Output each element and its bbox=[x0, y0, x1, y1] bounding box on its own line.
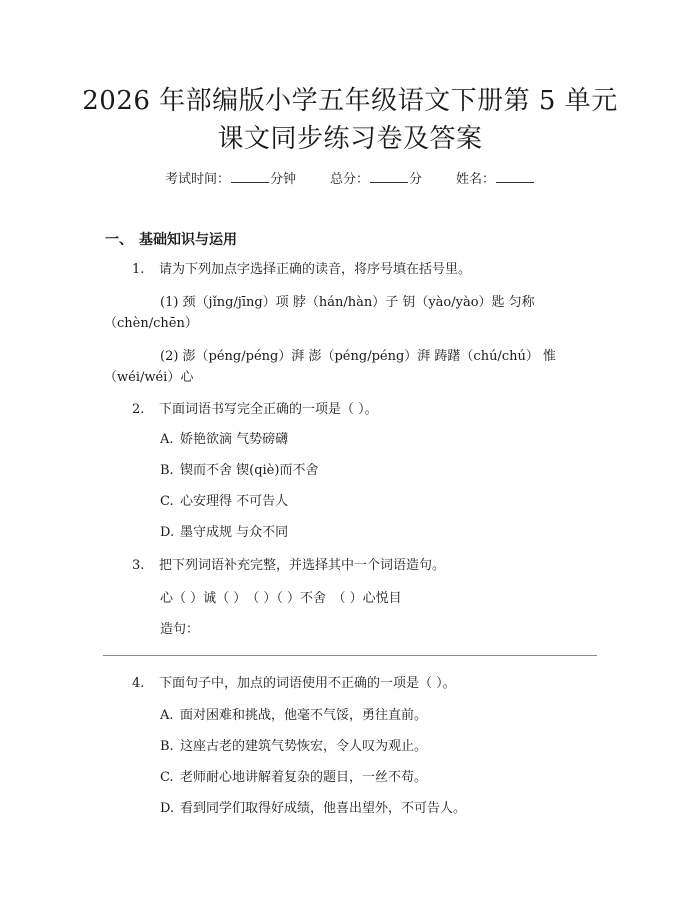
q2-option-d[interactable] bbox=[160, 523, 288, 542]
q2-option-c[interactable] bbox=[160, 492, 288, 511]
exam-time-unit: 分钟 bbox=[269, 172, 296, 187]
section-title: 基础知识与运用 bbox=[139, 232, 237, 248]
option-label: C. bbox=[160, 770, 174, 785]
option-label: D. bbox=[160, 525, 175, 540]
option-text: 心安理得 不可告人 bbox=[180, 494, 289, 509]
option-text: 老师耐心地讲解着复杂的题目，一丝不苟。 bbox=[180, 770, 428, 785]
exam-time-blank[interactable] bbox=[231, 170, 269, 183]
q3-sentence-label: 造句： bbox=[160, 622, 200, 637]
question-number: 2. bbox=[132, 402, 145, 417]
option-label: B. bbox=[160, 463, 174, 478]
question-4 bbox=[132, 674, 456, 693]
q2-option-b[interactable] bbox=[160, 461, 318, 480]
q4-option-a[interactable] bbox=[160, 706, 427, 725]
question-3 bbox=[132, 556, 445, 575]
section-number: 一、 bbox=[105, 232, 133, 248]
option-label: D. bbox=[160, 801, 175, 816]
total-score-blank[interactable] bbox=[370, 170, 408, 183]
question-2 bbox=[132, 400, 378, 419]
option-text: 看到同学们取得好成绩，他喜出望外，不可告人。 bbox=[180, 801, 467, 816]
document-title-line-2: 课文同步练习卷及答案 bbox=[217, 124, 483, 154]
q4-option-c[interactable] bbox=[160, 768, 427, 787]
student-name-blank[interactable] bbox=[496, 170, 534, 183]
total-score-label: 总分： bbox=[329, 172, 369, 187]
question-text: 下面句子中，加点的词语使用不正确的一项是（ ）。 bbox=[159, 676, 456, 691]
student-name-field bbox=[456, 170, 535, 189]
option-text: 面对困难和挑战，他毫不气馁，勇往直前。 bbox=[180, 708, 428, 723]
answer-line[interactable] bbox=[103, 655, 597, 656]
option-text: 这座古老的建筑气势恢宏，令人叹为观止。 bbox=[180, 739, 428, 754]
question-text: 请为下列加点字选择正确的读音，将序号填在括号里。 bbox=[159, 262, 472, 277]
option-text: 锲而不舍 锲(qiè)而不舍 bbox=[180, 463, 319, 478]
q1-item-2: (2) 澎（péng/péng）湃 澎（péng/péng）湃 踌躇（chú/chú） 惟 bbox=[160, 349, 556, 364]
q1-item-1-continued: （chèn/chēn） bbox=[104, 316, 198, 331]
option-label: A. bbox=[160, 708, 174, 723]
question-number: 4. bbox=[132, 676, 145, 691]
q1-item-1: (1) 颈（jǐng/jīng）项 脖（hán/hàn）子 钥（yào/yào）匙 匀称 bbox=[160, 295, 535, 310]
q2-option-a[interactable] bbox=[160, 430, 288, 449]
total-score-unit: 分 bbox=[409, 172, 423, 187]
document-title-line-1: 2026 年部编版小学五年级语文下册第 5 单元 bbox=[82, 86, 618, 116]
student-name-label: 姓名： bbox=[456, 172, 496, 187]
option-text: 墨守成规 与众不同 bbox=[180, 525, 289, 540]
option-label: C. bbox=[160, 494, 174, 509]
q4-option-b[interactable] bbox=[160, 737, 427, 756]
option-text: 娇艳欲滴 气势磅礴 bbox=[180, 432, 289, 447]
exam-time-label: 考试时间： bbox=[164, 172, 230, 187]
question-number: 1. bbox=[132, 262, 145, 277]
total-score-field bbox=[330, 170, 422, 189]
option-label: B. bbox=[160, 739, 174, 754]
option-label: A. bbox=[160, 432, 174, 447]
exam-time-field bbox=[165, 170, 296, 189]
q4-option-d[interactable] bbox=[160, 799, 466, 818]
question-text: 把下列词语补充完整，并选择其中一个词语造句。 bbox=[159, 558, 446, 573]
q3-fill-blanks[interactable]: 心（ ）诚（ ） （ ）（ ）不舍 （ ）心悦目 bbox=[160, 591, 402, 606]
q1-item-2-continued: （wéi/wéi）心 bbox=[104, 370, 194, 385]
section-heading bbox=[105, 230, 237, 250]
question-1 bbox=[132, 260, 471, 279]
exam-info-row bbox=[0, 170, 700, 189]
question-text: 下面词语书写完全正确的一项是（ ）。 bbox=[159, 402, 378, 417]
question-number: 3. bbox=[132, 558, 145, 573]
